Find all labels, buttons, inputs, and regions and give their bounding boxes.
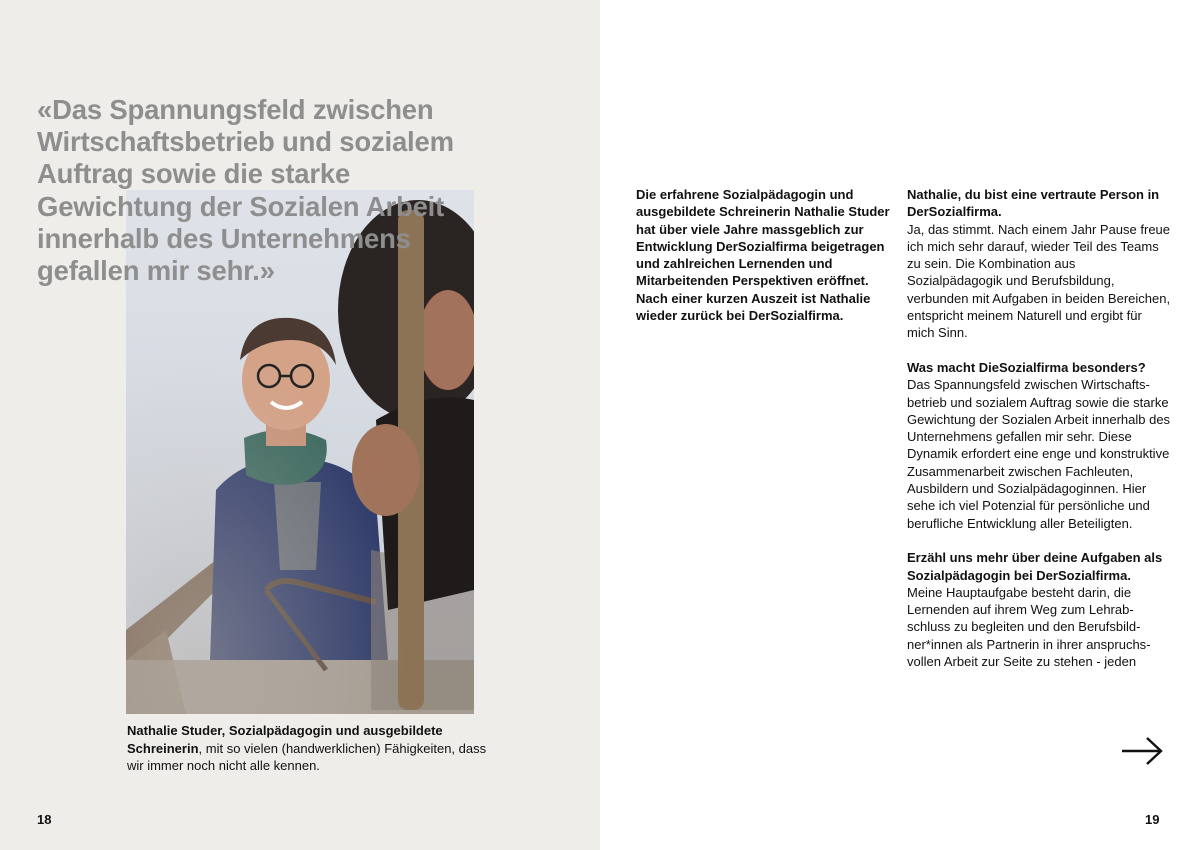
interview-question: Erzähl uns mehr über deine Aufgaben als Sozialpädagogin bei DerSozialfirma. bbox=[907, 550, 1163, 583]
page-number-left: 18 bbox=[37, 812, 52, 827]
interview-item bbox=[907, 359, 1172, 532]
interview-column bbox=[907, 186, 1172, 688]
interview-answer: Meine Hauptaufgabe besteht darin, die Lernenden auf ihrem Weg zum Lehrabschluss zu begleiten und den Berufsbildner*innen als Partnerin in ihrer anspruchsvollen Arbeit zur Seite zu stehen - jeden bbox=[907, 584, 1151, 670]
page-number-right: 19 bbox=[1145, 812, 1160, 827]
right-page bbox=[600, 0, 1200, 850]
interview-answer: Ja, das stimmt. Nach einem Jahr Pause freue ich mich sehr darauf, wieder Teil des Teams zu sein. Die Kombination aus Sozialpädagogik und Berufsbildung, verbunden mit Aufgaben in beiden Bereichen, entspricht meinem Naturell und ergibt für mich Sinn. bbox=[907, 221, 1171, 341]
interview-answer: Das Spannungsfeld zwischen Wirtschaftsbetrieb und sozialem Auftrag sowie die starke Gewichtung der Sozialen Arbeit innerhalb des Unternehmens gefallen mir sehr. Diese Dynamik erfordert eine enge und konstruktive Zusammenarbeit zwischen Fachleuten, Ausbildern und Sozialpädagoginnen. Hier sehe ich viel Potenzial für persönliche und berufliche Entwicklung aller Beteiligten. bbox=[907, 377, 1171, 531]
interview-question: Nathalie, du bist eine vertraute Person in DerSozialfirma. bbox=[907, 187, 1160, 220]
interview-item bbox=[907, 186, 1172, 342]
caption-text: , mit so vielen (handwerklichen) Fähigkeiten, dass wir immer noch nicht alle kennen. bbox=[127, 740, 487, 773]
intro-paragraph: Die erfahrene Sozialpädagogin und ausgebildete Schreinerin Nathalie Studer hat über viele Jahre massgeblich zur Entwicklung DerSozialfirma beigetragen und zahlreichen Lernenden und Mitarbeitenden Perspektiven eröffnet. Nach einer kurzen Auszeit ist Nathalie wieder zurück bei DerSozialfirma. bbox=[636, 187, 890, 324]
caption-name: Nathalie Studer, Sozialpädagogin und ausgebildete Schreinerin bbox=[127, 723, 443, 756]
interview-question: Was macht DieSozialfirma besonders? bbox=[907, 359, 1146, 375]
pull-quote: «Das Spannungsfeld zwischen Wirtschaftsbetrieb und sozialem Auftrag sowie die starke Gewichtung der Sozialen Arbeit innerhalb des Unternehmens gefallen mir sehr.» bbox=[37, 94, 454, 287]
interview-item bbox=[907, 549, 1172, 670]
arrow-right-icon[interactable] bbox=[1120, 736, 1164, 766]
photo-caption bbox=[127, 722, 487, 775]
